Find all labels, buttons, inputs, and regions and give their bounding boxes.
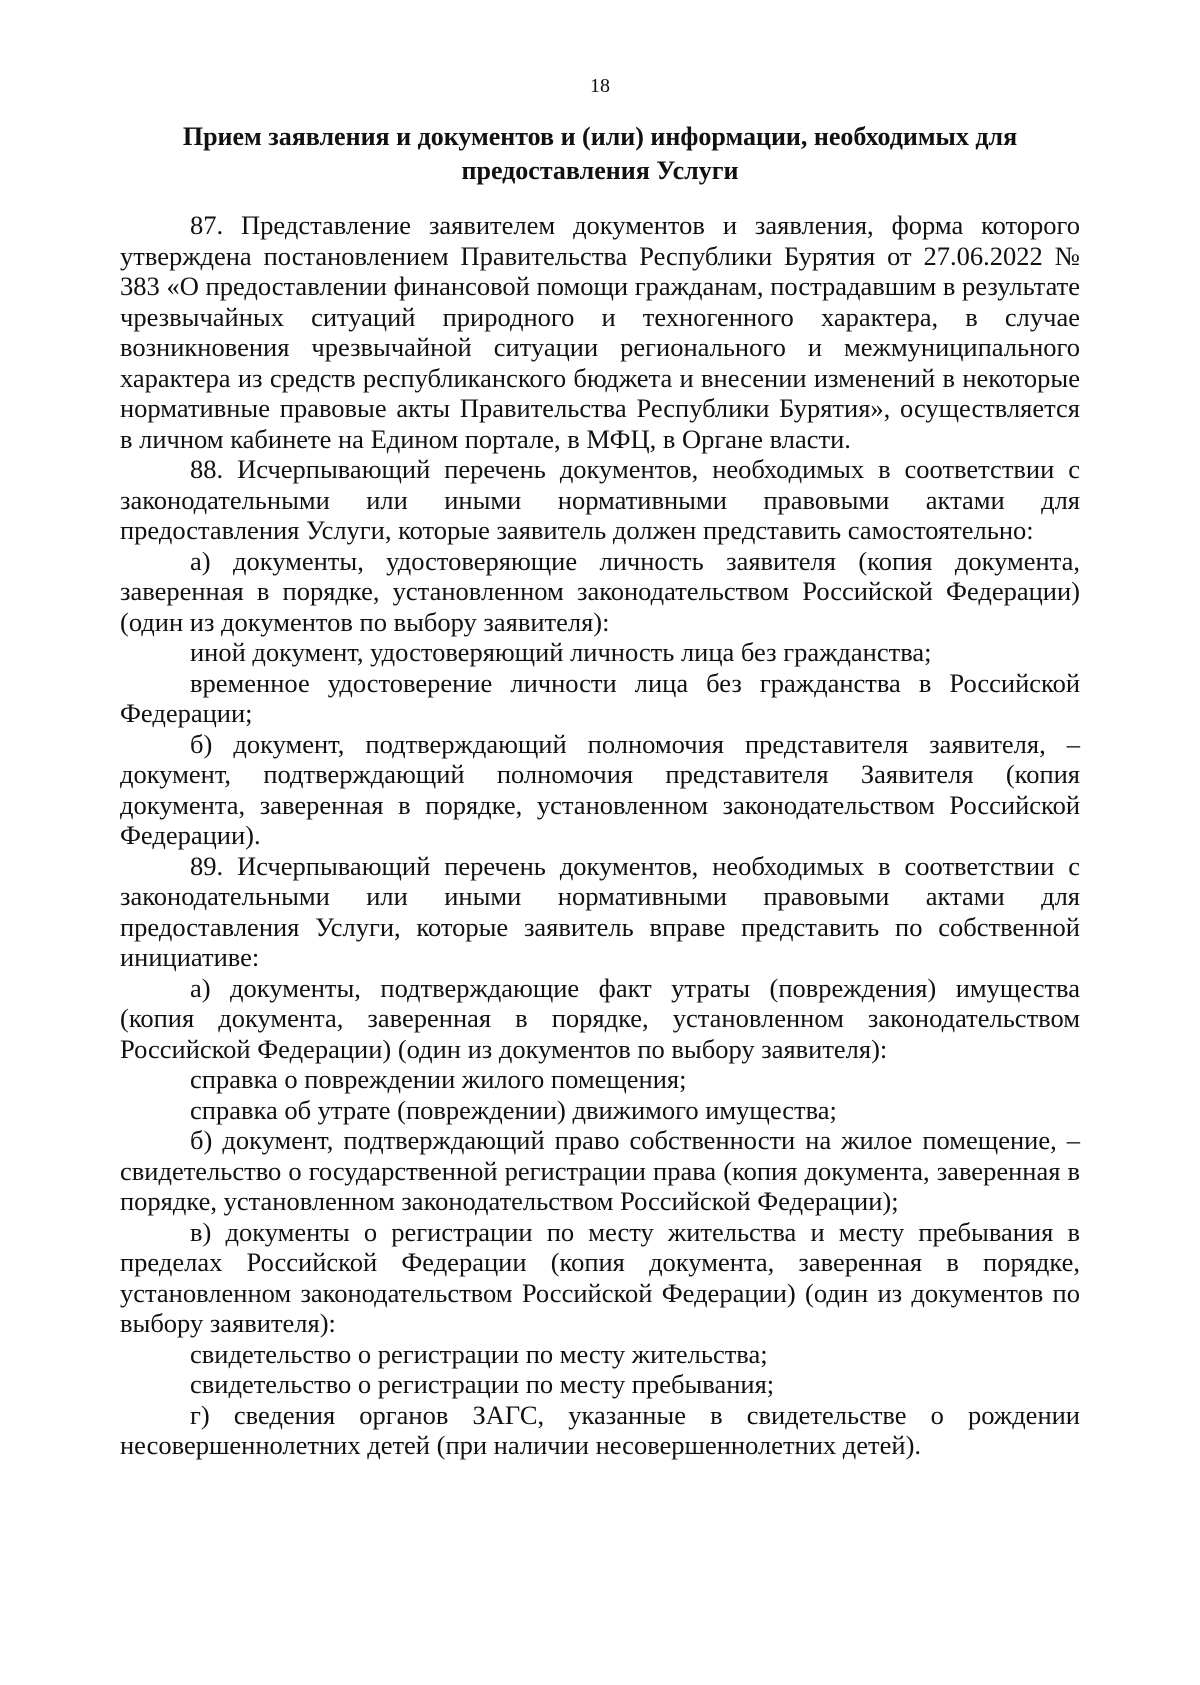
document-body xyxy=(120,210,1080,1461)
paragraph-89: 89. Исчерпывающий перечень документов, необходимых в соответствии с законодательными или иными нормативными правовыми актами для предоставления Услуги, которые заявитель вправе представить по собственной инициативе: xyxy=(120,850,1080,972)
list-item: справка об утрате (повреждении) движимого имущества; xyxy=(190,1094,837,1125)
paragraph-89-v: в) документы о регистрации по месту жительства и месту пребывания в пределах Российской Федерации (копия документа, заверенная в порядке, установленном законодательством Российской Федерации) (один из документов по выбору заявителя): xyxy=(120,1216,1080,1338)
paragraph-87: 87. Представление заявителем документов и заявления, форма которого утверждена постановлением Правительства Республики Бурятия от 27.06.2022 № 383 «О предоставлении финансовой помощи гражданам, пострадавшим в результате чрезвычайных ситуаций природного и техногенного характера, в случае возникновения чрезвычайной ситуации регионального и межмуниципального характера из средств республиканского бюджета и внесении изменений в некоторые нормативные правовые акты Правительства Республики Бурятия», осуществляется в личном кабинете на Едином портале, в МФЦ, в Органе власти. xyxy=(120,210,1080,454)
section-heading xyxy=(120,120,1080,188)
paragraph-88-a: а) документы, удостоверяющие личность заявителя (копия документа, заверенная в порядке, установленном законодательством Российской Федерации) (один из документов по выбору заявителя): xyxy=(120,545,1080,637)
paragraph-89-g: г) сведения органов ЗАГС, указанные в свидетельстве о рождении несовершеннолетних детей (при наличии несовершеннолетних детей). xyxy=(120,1399,1080,1460)
paragraph-88-b: б) документ, подтверждающий полномочия представителя заявителя, – документ, подтверждающий полномочия представителя Заявителя (копия документа, заверенная в порядке, установленном законодательством Российской Федерации). xyxy=(120,728,1080,850)
paragraph-88: 88. Исчерпывающий перечень документов, необходимых в соответствии с законодательными или иными нормативными правовыми актами для предоставления Услуги, которые заявитель должен представить самостоятельно: xyxy=(120,454,1080,545)
list-item: свидетельство о регистрации по месту жительства; xyxy=(190,1338,768,1369)
list-item: свидетельство о регистрации по месту пребывания; xyxy=(190,1369,775,1399)
list-item: временное удостоверение личности лица без гражданства в Российской Федерации; xyxy=(120,667,1080,728)
section-heading-line-2: предоставления Услуги xyxy=(461,156,739,185)
paragraph-89-b: б) документ, подтверждающий право собственности на жилое помещение, – свидетельство о государственной регистрации права (копия документа, заверенная в порядке, установленном законодательством Российской Федерации); xyxy=(120,1125,1080,1216)
page-number: 18 xyxy=(590,75,610,97)
list-item: справка о повреждении жилого помещения; xyxy=(190,1064,687,1094)
paragraph-89-a: а) документы, подтверждающие факт утраты (повреждения) имущества (копия документа, заверенная в порядке, установленном законодательством Российской Федерации) (один из документов по выбору заявителя): xyxy=(120,972,1080,1064)
list-item: иной документ, удостоверяющий личность лица без гражданства; xyxy=(190,637,932,667)
section-heading-line-1: Прием заявления и документов и (или) информации, необходимых для xyxy=(182,122,1018,151)
